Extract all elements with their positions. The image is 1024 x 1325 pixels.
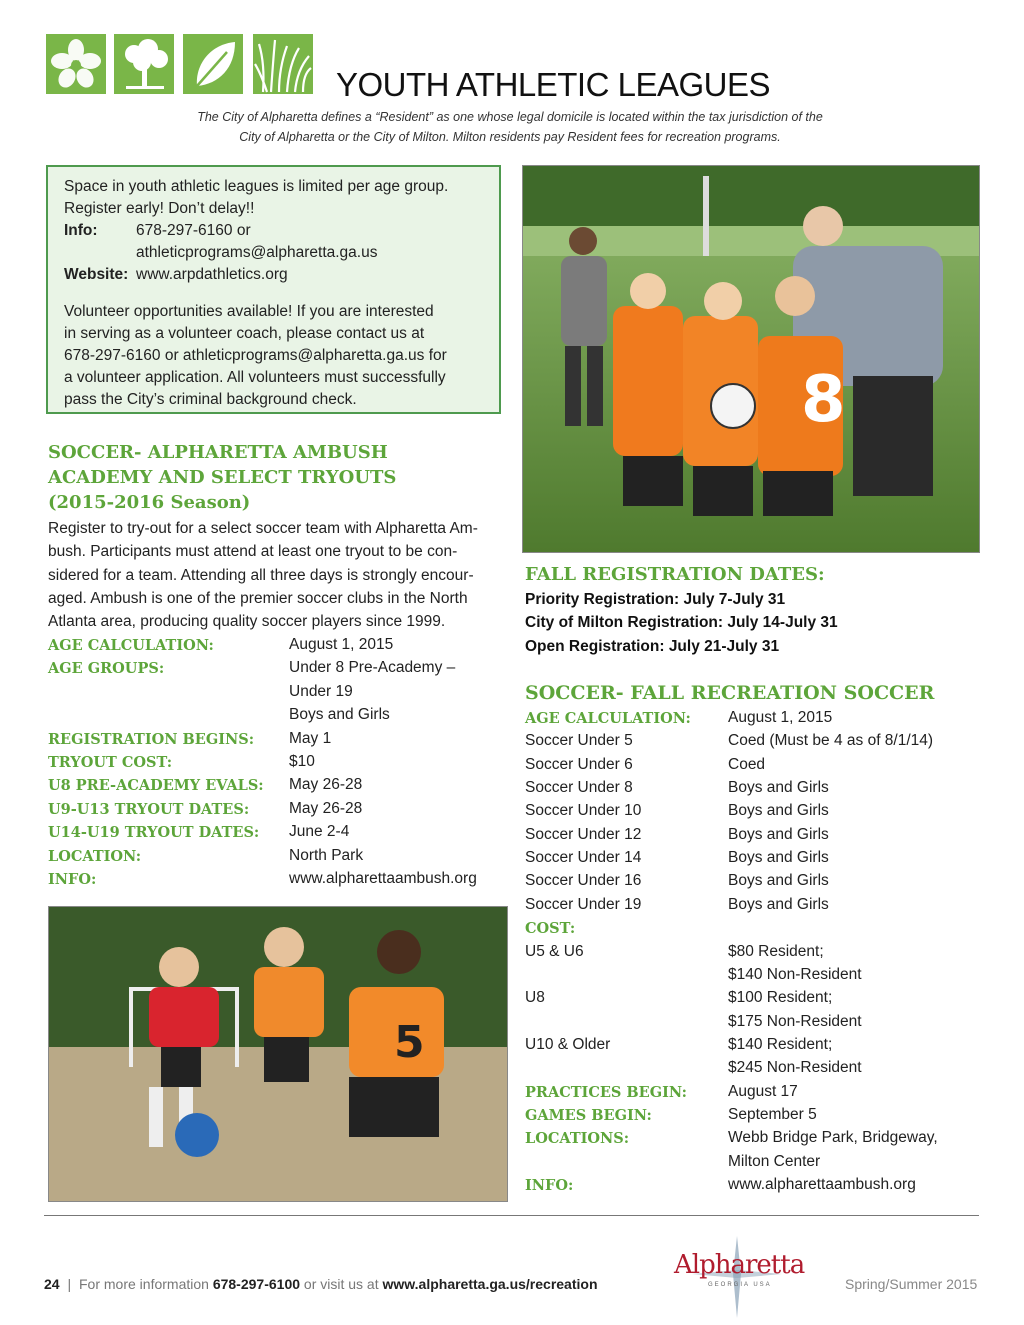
detail-value: North Park (289, 846, 364, 864)
page-number: 24 (44, 1276, 60, 1292)
detail-label: GAMES BEGIN: (525, 1106, 652, 1124)
season-label: Spring/Summer 2015 (845, 1276, 978, 1292)
detail-value: $100 Resident; (728, 989, 833, 1007)
team-huddle-photo (522, 165, 980, 553)
infobox-line1: Space in youth athletic leagues is limited per age group. (64, 178, 449, 195)
detail-value: Boys and Girls (289, 706, 390, 724)
page-title: YOUTH ATHLETIC LEAGUES (336, 66, 770, 103)
detail-value: September 5 (728, 1105, 817, 1123)
detail-value: www.alpharettaambush.org (728, 1176, 916, 1193)
detail-label: Soccer Under 8 (525, 779, 633, 797)
detail-value: Boys and Girls (728, 802, 829, 820)
detail-label: PRACTICES BEGIN: (525, 1083, 687, 1101)
footer-url-link[interactable]: www.alpharetta.ga.us/recreation (382, 1276, 598, 1292)
alpharetta-logo: Alpharetta GEORGIA USA (672, 1234, 802, 1319)
detail-label: AGE CALCULATION: (48, 637, 214, 654)
svg-text:5: 5 (394, 1017, 425, 1068)
kids-soccer-photo (48, 906, 508, 1202)
leaf-icon (183, 34, 243, 94)
detail-value: May 26-28 (289, 776, 363, 794)
detail-value: $245 Non-Resident (728, 1059, 862, 1077)
detail-value: Under 19 (289, 682, 353, 700)
detail-label: REGISTRATION BEGINS: (48, 730, 255, 748)
grass-icon (253, 34, 313, 94)
detail-label: INFO: (48, 871, 97, 888)
detail-value: August 17 (728, 1082, 798, 1100)
volunteer-text: Volunteer opportunities available! If you are interested in serving as a volunteer coach, please contact us at 678-297-6160 or athleticprograms@alpharetta.ga.us for a volunteer application. All volunteers must successfully pass the City’s criminal background check. (64, 303, 447, 408)
detail-label: Soccer Under 5 (525, 732, 633, 750)
detail-label: Soccer Under 12 (525, 825, 642, 843)
detail-value: Boys and Girls (728, 872, 829, 890)
detail-value: $80 Resident; (728, 942, 824, 960)
detail-label: LOCATION: (48, 847, 142, 865)
detail-value: Coed (Must be 4 as of 8/1/14) (728, 732, 934, 750)
ambush-heading: SOCCER- ALPHARETTA AMBUSH ACADEMY AND SELECT TRYOUTS (2015-2016 Season) (48, 442, 397, 513)
detail-value: Under 8 Pre-Academy – (289, 659, 456, 677)
fall-dates-list: Priority Registration: July 7-July 31 City of Milton Registration: July 14-July 31 Open Registration: July 21-July 31 (525, 591, 838, 655)
detail-value: Boys and Girls (728, 849, 829, 867)
detail-label: U5 & U6 (525, 942, 584, 960)
detail-label: U14-U19 TRYOUT DATES: (48, 824, 260, 842)
detail-value: Webb Bridge Park, Bridgeway, (728, 1129, 938, 1147)
detail-label: INFO: (525, 1177, 574, 1194)
detail-value: May 26-28 (289, 799, 363, 817)
detail-value: August 1, 2015 (728, 709, 833, 726)
detail-label: Soccer Under 16 (525, 872, 642, 890)
detail-value: $140 Non-Resident (728, 965, 862, 983)
website-label: Website: (64, 266, 129, 283)
info-box (46, 165, 501, 414)
detail-value: June 2-4 (289, 823, 350, 841)
detail-label: Soccer Under 10 (525, 802, 642, 820)
fall-dates-heading: FALL REGISTRATION DATES: (525, 564, 825, 585)
detail-label: U9-U13 TRYOUT DATES: (48, 800, 250, 818)
info-email-link[interactable]: athleticprograms@alpharetta.ga.us (136, 244, 378, 261)
detail-label: Soccer Under 19 (525, 895, 642, 913)
infobox-line2: Register early! Don’t delay!! (64, 200, 255, 217)
svg-text:8: 8 (801, 363, 846, 437)
fall-rec-heading: SOCCER- FALL RECREATION SOCCER (525, 682, 935, 704)
detail-label: AGE GROUPS: (48, 660, 165, 678)
tree-icon (114, 34, 174, 94)
detail-label: LOCATIONS: (525, 1130, 630, 1148)
resident-note: The City of Alpharetta defines a “Resident” as one whose legal domicile is located within the tax jurisdiction of the City of Alpharetta or the City of Milton. Milton residents pay Resident fees for recreation programs. (197, 110, 823, 144)
detail-value: Coed (728, 755, 766, 773)
detail-label: AGE CALCULATION: (525, 710, 691, 727)
detail-label: Soccer Under 6 (525, 755, 633, 773)
footer-phone: 678-297-6100 (212, 1276, 301, 1292)
flower-icon (46, 34, 106, 94)
info-row (64, 220, 483, 242)
detail-value: Boys and Girls (728, 825, 829, 843)
detail-label: U8 PRE-ACADEMY EVALS: (48, 777, 264, 795)
footer-left: 24 | For more information 678-297-6100 or visit us at www.alpharetta.ga.us/recreation (44, 1276, 598, 1292)
detail-label: U10 & Older (525, 1035, 611, 1053)
ambush-description: Register to try-out for a select soccer team with Alpharetta Am- bush. Participants must attend at least one tryout to be con- sidered for a team. Attending all three days is strongly encour- aged. Ambush is one of the premier soccer clubs in the North Atlanta area, producing quality soccer players since 1999. (48, 520, 478, 631)
website-link[interactable]: www.arpdathletics.org (136, 266, 288, 283)
detail-value: Boys and Girls (728, 895, 829, 913)
detail-label: Soccer Under 14 (525, 849, 642, 867)
footer-divider (44, 1215, 979, 1216)
detail-value: August 1, 2015 (289, 636, 394, 653)
info-phone: 678-297-6160 or (136, 222, 251, 239)
detail-value: Boys and Girls (728, 779, 829, 797)
detail-value: $10 (289, 753, 315, 770)
detail-label: U8 (525, 989, 545, 1007)
detail-value: May 1 (289, 729, 332, 747)
detail-value: $175 Non-Resident (728, 1012, 862, 1030)
detail-value: www.alpharettaambush.org (289, 870, 477, 887)
detail-value: $140 Resident; (728, 1035, 833, 1053)
info-label: Info: (64, 222, 98, 239)
website-row (64, 264, 483, 286)
detail-value: Milton Center (728, 1152, 821, 1170)
detail-label: TRYOUT COST: (48, 754, 173, 771)
detail-label: COST: (525, 920, 576, 938)
